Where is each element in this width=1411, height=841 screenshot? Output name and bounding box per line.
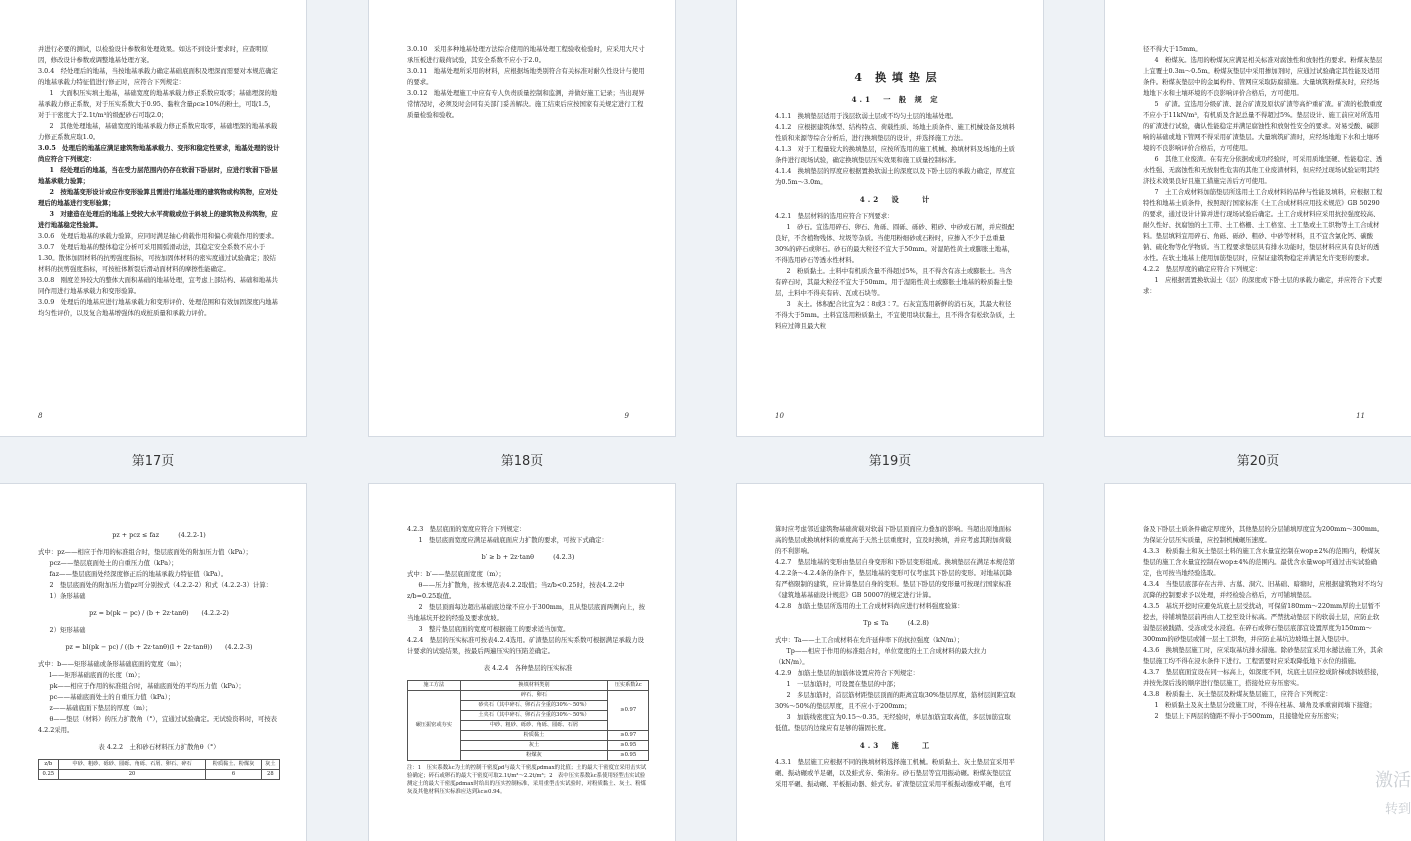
table-cell: ≥0.97 <box>608 731 649 741</box>
page-text <box>1143 524 1385 821</box>
page-number: 10 <box>775 412 784 420</box>
page-text <box>775 44 1017 416</box>
paragraph: 2 多层加筋时，首层筋材距垫层顶面的距离宜取30%垫层厚度，筋材层间距宜取30%～50%的垫层厚度，且不应小于200mm； <box>775 691 1016 710</box>
page-text <box>775 524 1017 821</box>
chapter-title: 4 换 填 垫 层 <box>854 71 938 84</box>
paragraph: 1 经处理后的地基，当在受力层范围内仍存在软弱下卧层时，应进行软弱下卧层地基承载力验算； <box>38 166 278 185</box>
page-thumbnail-17[interactable] <box>0 0 306 436</box>
paragraph: 4.3.1 垫层施工应根据不同的换填材料选择施工机械。粉质黏土、灰土垫层宜采用平碾、振动碾或羊足碾，以及蛙式夯、柴油夯。砂石垫层等宜用振动碾。粉煤灰垫层宜采用平碾、振动碾、平板振动器、蛙式夯。矿渣垫层宜采用平板振动器或平碾，也可 <box>775 758 1015 788</box>
table-cell: 粉煤灰 <box>460 751 608 761</box>
paragraph: 式中：pz——相应于作用的标准组合时，垫层底面处的附加压力值（kPa）； <box>38 548 253 556</box>
page-number: 9 <box>624 412 629 420</box>
paragraph: 4.3.3 粉质黏土和灰土垫层土料的施工含水量宜控制在wop±2%的范围内，粉煤灰垫层的施工含水量宜控制在wop±4%的范围内。最优含水量wop可通过击实试验确定，也可按当地经验选取。 <box>1143 547 1380 577</box>
paragraph: 备及下卧层土质条件确定厚度外，其他垫层的分层铺填厚度宜为200mm～300mm。为保证分层压实质量，应控制机械碾压速度。 <box>1143 525 1384 544</box>
paragraph: pz + pcz ≤ faz (4.2.2-1) <box>112 531 206 539</box>
section-title: 4.2 设 计 <box>859 195 933 204</box>
paragraph: 1 大面积压实填土地基，基础宽度的地基承载力修正系数应取零；基础埋深的地基承载力修正系数，对于压实系数大于0.95、黏粒含量ρc≥10%的粉土，可取1.5，对于干密度大于2.1t/m³的级配砂石可取2.0； <box>38 89 278 119</box>
page-number: 8 <box>38 412 43 420</box>
paragraph: 4.1.3 对于工程量较大的换填垫层，应按所选用的施工机械、换填材料及场地的土质条件进行现场试验，确定换填垫层压实效果和施工质量控制标准。 <box>775 145 1015 164</box>
activation-watermark: 激活 <box>1375 770 1411 791</box>
paragraph: pc——基础底面处土的自重压力值（kPa）； <box>49 693 175 701</box>
table-cell: ≥0.97 <box>608 691 649 731</box>
paragraph: 1 粉质黏土及灰土垫层分段施工时，不得在柱基、墙角及承重窗间墙下接缝； <box>1154 701 1376 709</box>
paragraph: 4.1.2 应根据建筑体型、结构特点、荷载性质、场地土质条件、施工机械设备及填料性质和来源等综合分析后，进行换填垫层的设计，并选择施工方法。 <box>775 123 1015 142</box>
paragraph: 径不得大于15mm。 <box>1143 45 1202 53</box>
paragraph: 算时应考虑邻近建筑物基础荷载对软弱下卧层顶面应力叠加的影响。当超出原地面标高的垫层或换填材料的重度高于天然土层重度时，宜及时换填，并应考虑其附加荷载的不利影响。 <box>775 525 1012 555</box>
paragraph: 4.2.2 垫层厚度的确定应符合下列规定： <box>1143 265 1262 273</box>
table-note: 注：1 压实系数λc为土的控制干密度ρd与最大干密度ρdmax的比值；土的最大干密度宜采用击实试验确定；碎石或卵石的最大干密度可取2.1t/m³～2.2t/m³；2 表中压实系数λc系使用轻型击实试验测定土的最大干密度ρdmax时给出的压实控制标准，采用重型击实试验时，对粉质黏土、灰土、粉煤灰及其他材料压实标准应达到λc≥0.94。 <box>407 765 647 795</box>
paragraph: 3.0.11 地基处理所采用的材料，应根据场地类别符合有关标准对耐久性设计与使用的要求。 <box>407 67 645 86</box>
paragraph: faz——垫层底面处经深度修正后的地基承载力特征值（kPa）。 <box>49 570 228 578</box>
section-title: 4.1 一 般 规 定 <box>851 95 941 104</box>
paragraph: Tp——相应于作用的标准组合时，单位宽度的土工合成材料的最大拉力（kN/m）。 <box>775 647 987 666</box>
paragraph: 4.2.7 垫层地基的变形由垫层自身变形和下卧层变形组成。换填垫层在满足本规范第4.2.2条～4.2.4条的条件下，垫层地基的变形可仅考虑其下卧层的变形。对地基沉降有严格限制的建筑，应计算垫层自身的变形。垫层下卧层的变形量可按现行国家标准《建筑地基基础设计规范》GB 50007的规定进行计算。 <box>775 558 1015 599</box>
paragraph: 4.3.7 垫层底面宜设在同一标高上，如深度不同，坑底土层应挖成阶梯或斜坡搭接，并按先深后浅的顺序进行垫层施工，搭接处应夯压密实。 <box>1143 668 1383 687</box>
page-label-17[interactable]: 第17页 <box>131 454 175 469</box>
table-header: 压实系数λc <box>608 681 649 691</box>
page-number: 11 <box>1356 412 1365 420</box>
paragraph: b′ ≥ b + 2z·tanθ (4.2.3) <box>481 553 575 561</box>
page-label-20[interactable]: 第20页 <box>1236 454 1280 469</box>
paragraph: 4.3.8 粉质黏土、灰土垫层及粉煤灰垫层施工，应符合下列规定： <box>1143 690 1332 698</box>
table-cell: 粉质黏土 <box>460 731 608 741</box>
page-thumbnail-19[interactable] <box>737 0 1043 436</box>
paragraph: l——矩形基础底面的长度（m）； <box>49 671 144 679</box>
page-text <box>407 44 649 416</box>
paragraph: 4.2.1 垫层材料的选用应符合下列要求： <box>775 212 894 220</box>
table-cell: 粉质黏土、粉煤灰 <box>206 760 261 770</box>
table-cell: 6 <box>206 770 261 780</box>
page-thumbnail-20[interactable] <box>1105 0 1411 436</box>
table-cell: 灰土 <box>261 760 279 770</box>
paragraph: 1）条形基础 <box>49 592 86 600</box>
paragraph: 3 整片垫层底面的宽度可根据施工的要求适当加宽。 <box>418 625 570 633</box>
paragraph: 2）矩形基础 <box>49 626 86 634</box>
paragraph: 4.3.6 换填垫层施工时，应采取基坑排水措施。除砂垫层宜采用水撼法施工外，其余垫层施工均不得在浸水条件下进行。工程需要时应采取降低地下水位的措施。 <box>1143 646 1383 665</box>
paragraph: 3.0.6 处理后地基的承载力验算，应同时满足轴心荷载作用和偏心荷载作用的要求。 <box>38 232 278 240</box>
table-cell: 砂夹石（其中碎石、卵石占全重的30%～50%） <box>460 701 608 711</box>
paragraph: 4.2.9 加筋土垫层的加筋体设置应符合下列规定： <box>775 669 920 677</box>
paragraph: 4.2.3 垫层底面的宽度应符合下列规定： <box>407 525 526 533</box>
paragraph: 3.0.4 经处理后的地基，当按地基承载力确定基础底面积及埋深而需要对本规范确定的地基承载力特征值进行修正时，应符合下列规定： <box>38 67 278 86</box>
paragraph: 1 垫层底面宽度应满足基础底面应力扩散的要求，可按下式确定： <box>418 536 608 544</box>
paragraph: z——基础底面下垫层的厚度（m）； <box>49 704 152 712</box>
paragraph: 4.2.4 垫层的压实标准可按表4.2.4选用。矿渣垫层的压实系数可根据满足承载力设计要求的试验结果，按最后两遍压实的压陷差确定。 <box>407 636 645 655</box>
activation-watermark-sub: 转到 <box>1384 802 1411 817</box>
paragraph: 3 对建造在处理后的地基上受较大水平荷载或位于斜坡上的建筑物及构筑物，应进行地基稳定性验算。 <box>38 210 278 229</box>
paragraph: 式中：b′——垫层底面宽度（m）； <box>407 570 505 578</box>
table-cell: 土夹石（其中碎石、卵石占全重的30%～50%） <box>460 711 608 721</box>
page-thumbnail-23[interactable] <box>737 484 1043 841</box>
paragraph: 表 4.2.2 土和砂石材料压力扩散角θ（°） <box>98 743 220 751</box>
table-cell: 碎石、卵石 <box>460 691 608 701</box>
paragraph: θ——压力扩散角，按本规范表4.2.2取值；当z/b<0.25时，按表4.2.2中z/b=0.25取值。 <box>407 581 625 600</box>
paragraph: 4.2.8 加筋土垫层所选用的土工合成材料尚应进行材料强度验算： <box>775 602 964 610</box>
paragraph: θ——垫层（材料）的压力扩散角（°），宜通过试验确定。无试验资料时，可按表4.2.2采用。 <box>38 715 278 734</box>
table-cell: 28 <box>261 770 279 780</box>
paragraph: 表 4.2.4 各种垫层的压实标准 <box>483 664 573 672</box>
page-thumbnail-21[interactable] <box>0 484 306 841</box>
paragraph: 2 粉质黏土。土料中有机质含量不得超过5%，且不得含有冻土或膨胀土。当含有碎石时，其最大粒径不宜大于50mm。用于湿陷性黄土或膨胀土地基的粉质黏土垫层，土料中不得夹有砖、瓦或石块等。 <box>775 267 1013 297</box>
table-cell: 碾压振密或夯实 <box>408 691 461 761</box>
paragraph: 1 砂石。宜选用碎石、卵石、角砾、圆砾、砾砂、粗砂、中砂或石屑，并应级配良好，不含植物残体、垃圾等杂质。当使用粉细砂或石粉时，应掺入不少于总重量30%的碎石或卵石。砂石的最大粒径不宜大于50mm。对湿陷性黄土或膨胀土地基，不得选用砂石等透水性材料。 <box>775 223 1015 264</box>
paragraph: 2 其他处理地基，基础宽度的地基承载力修正系数应取零，基础埋深的地基承载力修正系数应取1.0。 <box>38 122 278 141</box>
paragraph: 3.0.8 刚度差异较大的整体大面积基础的地基处理，宜考虑上部结构、基础和地基共同作用进行地基承载力和变形验算。 <box>38 276 278 295</box>
paragraph: 4.3.5 基坑开挖时应避免坑底土层受扰动，可保留180mm～220mm厚的土层暂不挖去，待铺填垫层前再由人工挖至设计标高。严禁扰动垫层下的软弱土层，应防止软弱垫层被践踏、受冻或受水浸泡。在碎石或卵石垫层底部宜设置厚度为150mm～300mm的砂垫层或铺一层土工织物，并应防止基坑边坡塌土混入垫层中。 <box>1143 602 1381 643</box>
page-text <box>38 524 280 821</box>
table-cell: ≥0.95 <box>608 751 649 761</box>
paragraph: 6 其他工业废渣。在有充分依据或成功经验时，可采用质地坚硬、性能稳定、透水性强、无腐蚀性和无放射性危害的其他工业废渣材料，但应经过现场试验证明其经济技术效果良好且施工措施完善后方可使用。 <box>1143 155 1383 185</box>
paragraph: Tp ≤ Ta (4.2.8) <box>863 619 929 627</box>
paragraph: 1 应根据需置换软弱土（层）的深度或下卧土层的承载力确定，并应符合下式要求： <box>1143 276 1383 295</box>
paragraph: 式中：Ta——土工合成材料在允许延伸率下的抗拉强度（kN/m）； <box>775 636 964 644</box>
paragraph: 1 一层加筋时，可设置在垫层的中部； <box>786 680 900 688</box>
compaction-standard-table <box>407 680 649 761</box>
table-header: 施工方法 <box>408 681 461 691</box>
table-cell: 中砂、粗砂、砾砂、圆砾、角砾、石屑、卵石、碎石 <box>58 760 206 770</box>
page-label-19[interactable]: 第19页 <box>868 454 912 469</box>
table-cell: 20 <box>58 770 206 780</box>
page-label-18[interactable]: 第18页 <box>500 454 544 469</box>
paragraph: 3.0.9 处理后的地基应进行地基承载力和变形评价、处理范围和有效加固深度内地基均匀性评价，以及复合地基增强体的成桩质量和承载力评价。 <box>38 298 278 317</box>
paragraph: pz = bl(pk − pc) / ((b + 2z·tanθ)(l + 2z·tanθ)) (4.2.2-3) <box>65 643 253 651</box>
paragraph: 3 加筋线密度宜为0.15～0.35。无经验时，单层加筋宜取高值，多层加筋宜取低值。垫层的边缘应有足够的锚固长度。 <box>775 713 1011 732</box>
table-cell: 0.25 <box>39 770 59 780</box>
paragraph: 3.0.5 处理后的地基应满足建筑物地基承载力、变形和稳定性要求，地基处理的设计尚应符合下列规定： <box>38 144 280 163</box>
table-cell: z/b <box>39 760 59 770</box>
paragraph: pcz——垫层底面处土的自重压力值（kPa）； <box>49 559 178 567</box>
paragraph: 3.0.12 地基处理施工中应有专人负责质量控制和监测，并做好施工记录；当出现异常情况时，必须及时会同有关部门妥善解决。施工结束后应按国家有关规定进行工程质量检验和验收。 <box>407 89 645 119</box>
table-cell: 中砂、粗砂、砾砂、角砾、圆砾、石屑 <box>460 721 608 731</box>
table-cell: 灰土 <box>460 741 608 751</box>
paragraph: 4.1.4 换填垫层的厚度应根据置换软弱土的深度以及下卧土层的承载力确定，厚度宜为0.5m～3.0m。 <box>775 167 1015 186</box>
paragraph: 4.3.4 当垫层底部存在古井、古墓、洞穴、旧基础、暗塘时，应根据建筑物对不均匀沉降的控制要求予以处理，并经检验合格后，方可铺填垫层。 <box>1143 580 1383 599</box>
paragraph: 4 粉煤灰。选用的粉煤灰应满足相关标准对腐蚀性和放射性的要求。粉煤灰垫层上宜覆土0.3m～0.5m。粉煤灰垫层中采用掺加剂时，应通过试验确定其性能及适用条件。粉煤灰垫层中的金属构件、管网应采取防腐措施。大量填筑粉煤灰时，应经场地地下水和土壤环境的不良影响评价合格后，方可使用。 <box>1143 56 1383 97</box>
paragraph: 3.0.10 采用多种地基处理方法综合使用的地基处理工程验收检验时，应采用大尺寸承压板进行载荷试验，其安全系数不应小于2.0。 <box>407 45 645 64</box>
page-thumbnail-24[interactable] <box>1105 484 1411 841</box>
paragraph: 3.0.7 处理后地基的整体稳定分析可采用圆弧滑动法，其稳定安全系数不应小于1.30。散体加固材料的抗剪强度指标，可按加固体材料的密实度通过试验确定；胶结材料的抗剪强度指标，可按桩体断裂后滑动面材料的摩擦性能确定。 <box>38 243 276 273</box>
paragraph: 2 垫层底面处的附加压力值pz可分别按式（4.2.2-2）和式（4.2.2-3）计算： <box>49 581 273 589</box>
paragraph: 3 灰土。体积配合比宜为2∶8或3∶7。石灰宜选用新鲜的消石灰，其最大粒径不得大于5mm。土料宜选用粉质黏土，不宜使用块状黏土，且不得含有松软杂质，土料应过筛且最大粒 <box>775 300 1015 330</box>
page-text <box>407 524 649 821</box>
paragraph: 式中：b——矩形基础或条形基础底面的宽度（m）； <box>38 660 186 668</box>
page-thumbnail-18[interactable] <box>369 0 675 436</box>
paragraph: 7 土工合成材料加筋垫层所选用土工合成材料的品种与性能及填料，应根据工程特性和地基土质条件，按照现行国家标准《土工合成材料应用技术规范》GB 50290的要求，通过设计计算并进行现场试验后确定。土工合成材料应采用抗拉强度较高、耐久性好、抗腐蚀的土工带、土工格栅、土工格室、土工垫或土工织物等土工合成材料。垫层填料宜用碎石、角砾、砾砂、粗砂、中砂等材料，且不宜含氯化钙、碳酸钠、硫化物等化学物质。当工程要求垫层具有排水功能时，垫层材料应具有良好的透水性。在软土地基上使用加筋垫层时，应保证建筑物稳定并满足允许变形的要求。 <box>1143 188 1383 262</box>
diffusion-angle-table <box>38 759 280 780</box>
table-cell: ≥0.95 <box>608 741 649 751</box>
paragraph: 2 按地基变形设计或应作变形验算且需进行地基处理的建筑物或构筑物，应对处理后的地基进行变形验算； <box>38 188 278 207</box>
paragraph: 2 垫层顶面每边超出基础底边缘不应小于300mm，且从垫层底面两侧向上，按当地基坑开挖的经验及要求放坡。 <box>407 603 646 622</box>
table-header: 换填材料类别 <box>460 681 608 691</box>
section-title: 4.3 施 工 <box>859 741 933 750</box>
page-thumbnail-22[interactable] <box>369 484 675 841</box>
paragraph: 并进行必要的测试，以检验设计参数和处理效果。如达不到设计要求时，应查明原因，修改设计参数或调整地基处理方案。 <box>38 45 269 64</box>
paragraph: 4.1.1 换填垫层适用于浅层软弱土层或不均匀土层的地基处理。 <box>775 112 958 120</box>
paragraph: 5 矿渣。宜选用分级矿渣、混合矿渣及原状矿渣等高炉重矿渣。矿渣的松散重度不应小于11kN/m³，有机质及含泥总量不得超过5%。垫层设计、施工前应对所选用的矿渣进行试验，确认性能稳定并满足腐蚀性和放射性安全的要求。对易受酸、碱影响的基础或地下管网不得采用矿渣垫层。大量填筑矿渣时，应经场地地下水和土壤环境的不良影响评价合格后，方可使用。 <box>1143 100 1383 152</box>
paragraph: 2 垫层上下两层的缝距不得小于500mm，且接缝处应夯压密实； <box>1154 712 1343 720</box>
page-text <box>38 44 280 416</box>
paragraph: pk——相应于作用的标准组合时，基础底面处的平均压力值（kPa）； <box>49 682 245 690</box>
paragraph: pz = b(pk − pc) / (b + 2z·tanθ) (4.2.2-2) <box>89 609 229 617</box>
page-text <box>1143 44 1385 416</box>
